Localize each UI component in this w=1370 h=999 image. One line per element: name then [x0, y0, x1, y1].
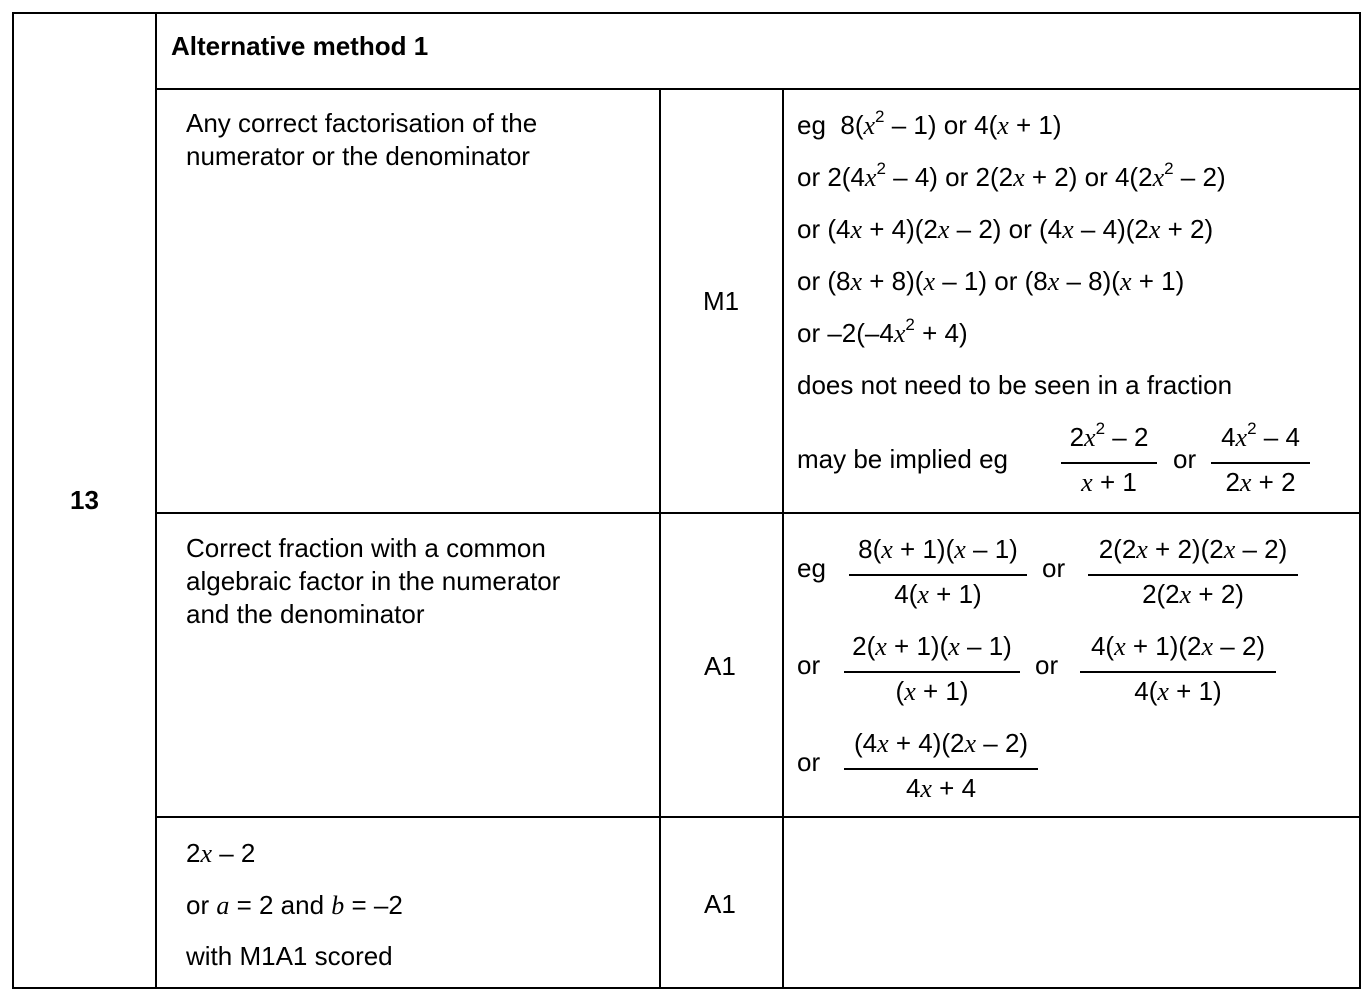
row1-note-line3: or (4x + 4)(2x – 2) or (4x – 4)(2x + 2) [797, 214, 1214, 244]
row1-description-line1: Any correct factorisation of the [186, 108, 538, 138]
row3-mark: A1 [704, 889, 736, 919]
table-border-top [12, 12, 1361, 14]
table-border-right [1359, 12, 1361, 988]
row2-fraction-1 [849, 536, 1027, 611]
row2-fraction-4 [1080, 633, 1276, 708]
row2-description-line1: Correct fraction with a common [186, 533, 546, 563]
fraction-denominator: 4x + 4 [905, 773, 977, 803]
row1-divider [155, 512, 1361, 514]
row1-description-line2: numerator or the denominator [186, 141, 530, 171]
fraction-denominator: 4(x + 1) [1134, 676, 1222, 706]
row1-note-or: or [1173, 444, 1197, 474]
row3-description-line2: or a = 2 and b = –2 [186, 890, 403, 920]
fraction-numerator: 4(x + 1)(2x – 2) [1090, 631, 1266, 661]
fraction-numerator: 2(x + 1)(x – 1) [852, 631, 1012, 661]
fraction-bar [1088, 574, 1298, 576]
mark-column-left-divider [659, 88, 661, 988]
row3-description-line1: 2x – 2 [186, 838, 256, 868]
question-number: 13 [70, 485, 99, 515]
fraction-denominator: x + 1 [1081, 467, 1137, 497]
fraction-denominator: (x + 1) [895, 676, 969, 706]
question-column-divider [155, 12, 157, 988]
row2-note-or-2: or [797, 650, 821, 680]
fraction-bar [1061, 462, 1157, 464]
fraction-denominator: 2x + 2 [1225, 467, 1296, 497]
fraction-numerator: 8(x + 1)(x – 1) [858, 534, 1018, 564]
row1-note-line2: or $2(4x^2 - 4)$ or 2(2x + 2) or $4(2x^2 - 2)$ [797, 159, 1226, 192]
row2-note-or-4: or [797, 747, 821, 777]
fraction-numerator: 2(2x + 2)(2x – 2) [1098, 534, 1288, 564]
fraction-bar [849, 574, 1027, 576]
row1-fraction-1 [1061, 419, 1157, 499]
row2-description-line2: algebraic factor in the numerator [186, 566, 561, 596]
fraction-numerator: (4x + 4)(2x – 2) [853, 728, 1029, 758]
fraction-denominator: 4(x + 1) [894, 579, 982, 609]
table-border-left [12, 12, 14, 988]
row2-note-or-3: or [1035, 650, 1059, 680]
fraction-bar [1080, 671, 1276, 673]
row2-note-or-1: or [1042, 553, 1066, 583]
row1-note-line5: or $-2(-4x^2 + 4)$ [797, 315, 968, 348]
row1-note-implied-label: may be implied eg [797, 444, 1008, 474]
fraction-bar [1211, 462, 1310, 464]
row2-description-line3: and the denominator [186, 599, 425, 629]
row1-fraction-2 [1211, 419, 1310, 499]
row2-mark: A1 [704, 651, 736, 681]
row1-mark: M1 [703, 286, 740, 316]
method-title-divider [155, 88, 1361, 90]
fraction-denominator: 2(2x + 2) [1142, 579, 1244, 609]
row2-fraction-2 [1088, 536, 1298, 611]
row1-note-line1: eg $8(x^2 - 1)$ or 4(x + 1) [797, 107, 1062, 140]
fraction-bar [844, 671, 1020, 673]
row3-description-line3: with M1A1 scored [186, 941, 393, 971]
row2-divider [155, 816, 1361, 818]
fraction-numerator: $4x^2 - 4$ [1221, 419, 1300, 452]
row2-fraction-5 [844, 730, 1038, 805]
row2-fraction-3 [844, 633, 1020, 708]
table-border-bottom [12, 987, 1361, 989]
method-title: Alternative method 1 [171, 31, 429, 61]
row2-note-eg: eg [797, 553, 826, 583]
row1-note-line6: does not need to be seen in a fraction [797, 370, 1233, 400]
fraction-bar [844, 768, 1038, 770]
fraction-numerator: $2x^2 - 2$ [1069, 419, 1149, 452]
row1-note-line4: or (8x + 8)(x – 1) or (8x – 8)(x + 1) [797, 266, 1185, 296]
mark-column-right-divider [782, 88, 784, 988]
